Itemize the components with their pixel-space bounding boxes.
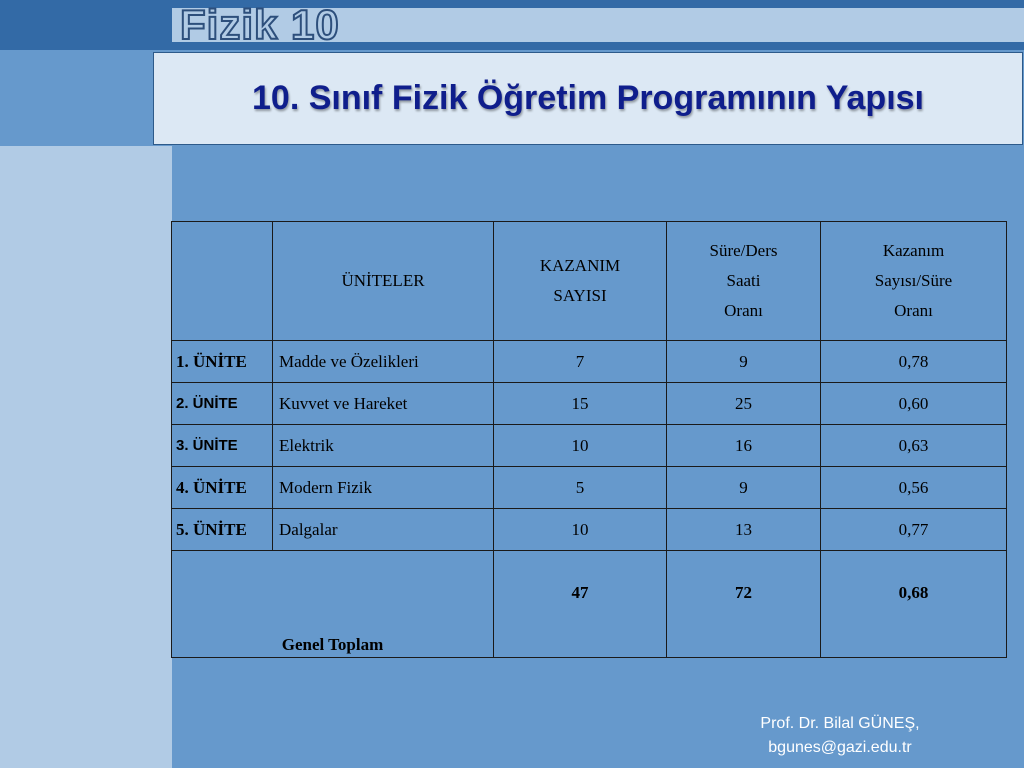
author-credit — [700, 712, 980, 760]
header-units: ÜNİTELER — [273, 222, 494, 341]
header-kazanim-line2: SAYISI — [553, 286, 607, 305]
unit-label: 3. ÜNİTE — [172, 425, 273, 467]
oran-value: 0,56 — [821, 467, 1007, 509]
unit-name: Modern Fizik — [273, 467, 494, 509]
total-kazanim: 47 — [494, 551, 667, 658]
sure-value: 9 — [667, 467, 821, 509]
kazanim-value: 10 — [494, 425, 667, 467]
oran-value: 0,77 — [821, 509, 1007, 551]
unit-name: Madde ve Özelikleri — [273, 341, 494, 383]
total-row — [172, 551, 1007, 658]
total-oran: 0,68 — [821, 551, 1007, 658]
kazanim-value: 5 — [494, 467, 667, 509]
table-row — [172, 509, 1007, 551]
unit-name: Dalgalar — [273, 509, 494, 551]
unit-label: 1. ÜNİTE — [172, 341, 273, 383]
author-name: Prof. Dr. Bilal GÜNEŞ, — [760, 715, 920, 732]
header-kazanim — [494, 222, 667, 341]
header-sure-line1: Süre/Ders — [709, 241, 778, 260]
total-label: Genel Toplam — [172, 551, 494, 658]
unit-label: 4. ÜNİTE — [172, 467, 273, 509]
table-row — [172, 467, 1007, 509]
table-row — [172, 383, 1007, 425]
sure-value: 9 — [667, 341, 821, 383]
slide-title: 10. Sınıf Fizik Öğretim Programının Yapısı — [252, 79, 924, 117]
oran-value: 0,60 — [821, 383, 1007, 425]
title-box — [153, 52, 1023, 145]
kazanim-value: 10 — [494, 509, 667, 551]
header-empty-cell — [172, 222, 273, 341]
header-sure-line2: Saati — [726, 271, 761, 290]
table-header-row — [172, 222, 1007, 341]
sure-value: 25 — [667, 383, 821, 425]
header-oran-line2: Sayısı/Süre — [874, 271, 953, 290]
kazanim-value: 7 — [494, 341, 667, 383]
top-strip — [0, 0, 1024, 50]
kazanim-value: 15 — [494, 383, 667, 425]
left-sidebar-accent — [0, 50, 172, 146]
brand-title: Fizik 10 — [180, 1, 340, 48]
oran-value: 0,78 — [821, 341, 1007, 383]
unit-name: Kuvvet ve Hareket — [273, 383, 494, 425]
header-sure-line3: Oranı — [724, 301, 763, 320]
header-oran-line1: Kazanım — [882, 241, 945, 260]
unit-name: Elektrik — [273, 425, 494, 467]
table-row — [172, 425, 1007, 467]
sure-value: 16 — [667, 425, 821, 467]
header-oran-line3: Oranı — [894, 301, 933, 320]
units-table — [171, 221, 1007, 658]
total-sure: 72 — [667, 551, 821, 658]
header-sure — [667, 222, 821, 341]
unit-label: 5. ÜNİTE — [172, 509, 273, 551]
unit-label: 2. ÜNİTE — [172, 383, 273, 425]
left-sidebar-band — [0, 50, 172, 768]
table-row — [172, 341, 1007, 383]
header-oran — [821, 222, 1007, 341]
oran-value: 0,63 — [821, 425, 1007, 467]
header-kazanim-line1: KAZANIM — [539, 256, 621, 275]
sure-value: 13 — [667, 509, 821, 551]
author-email: bgunes@gazi.edu.tr — [768, 739, 912, 756]
